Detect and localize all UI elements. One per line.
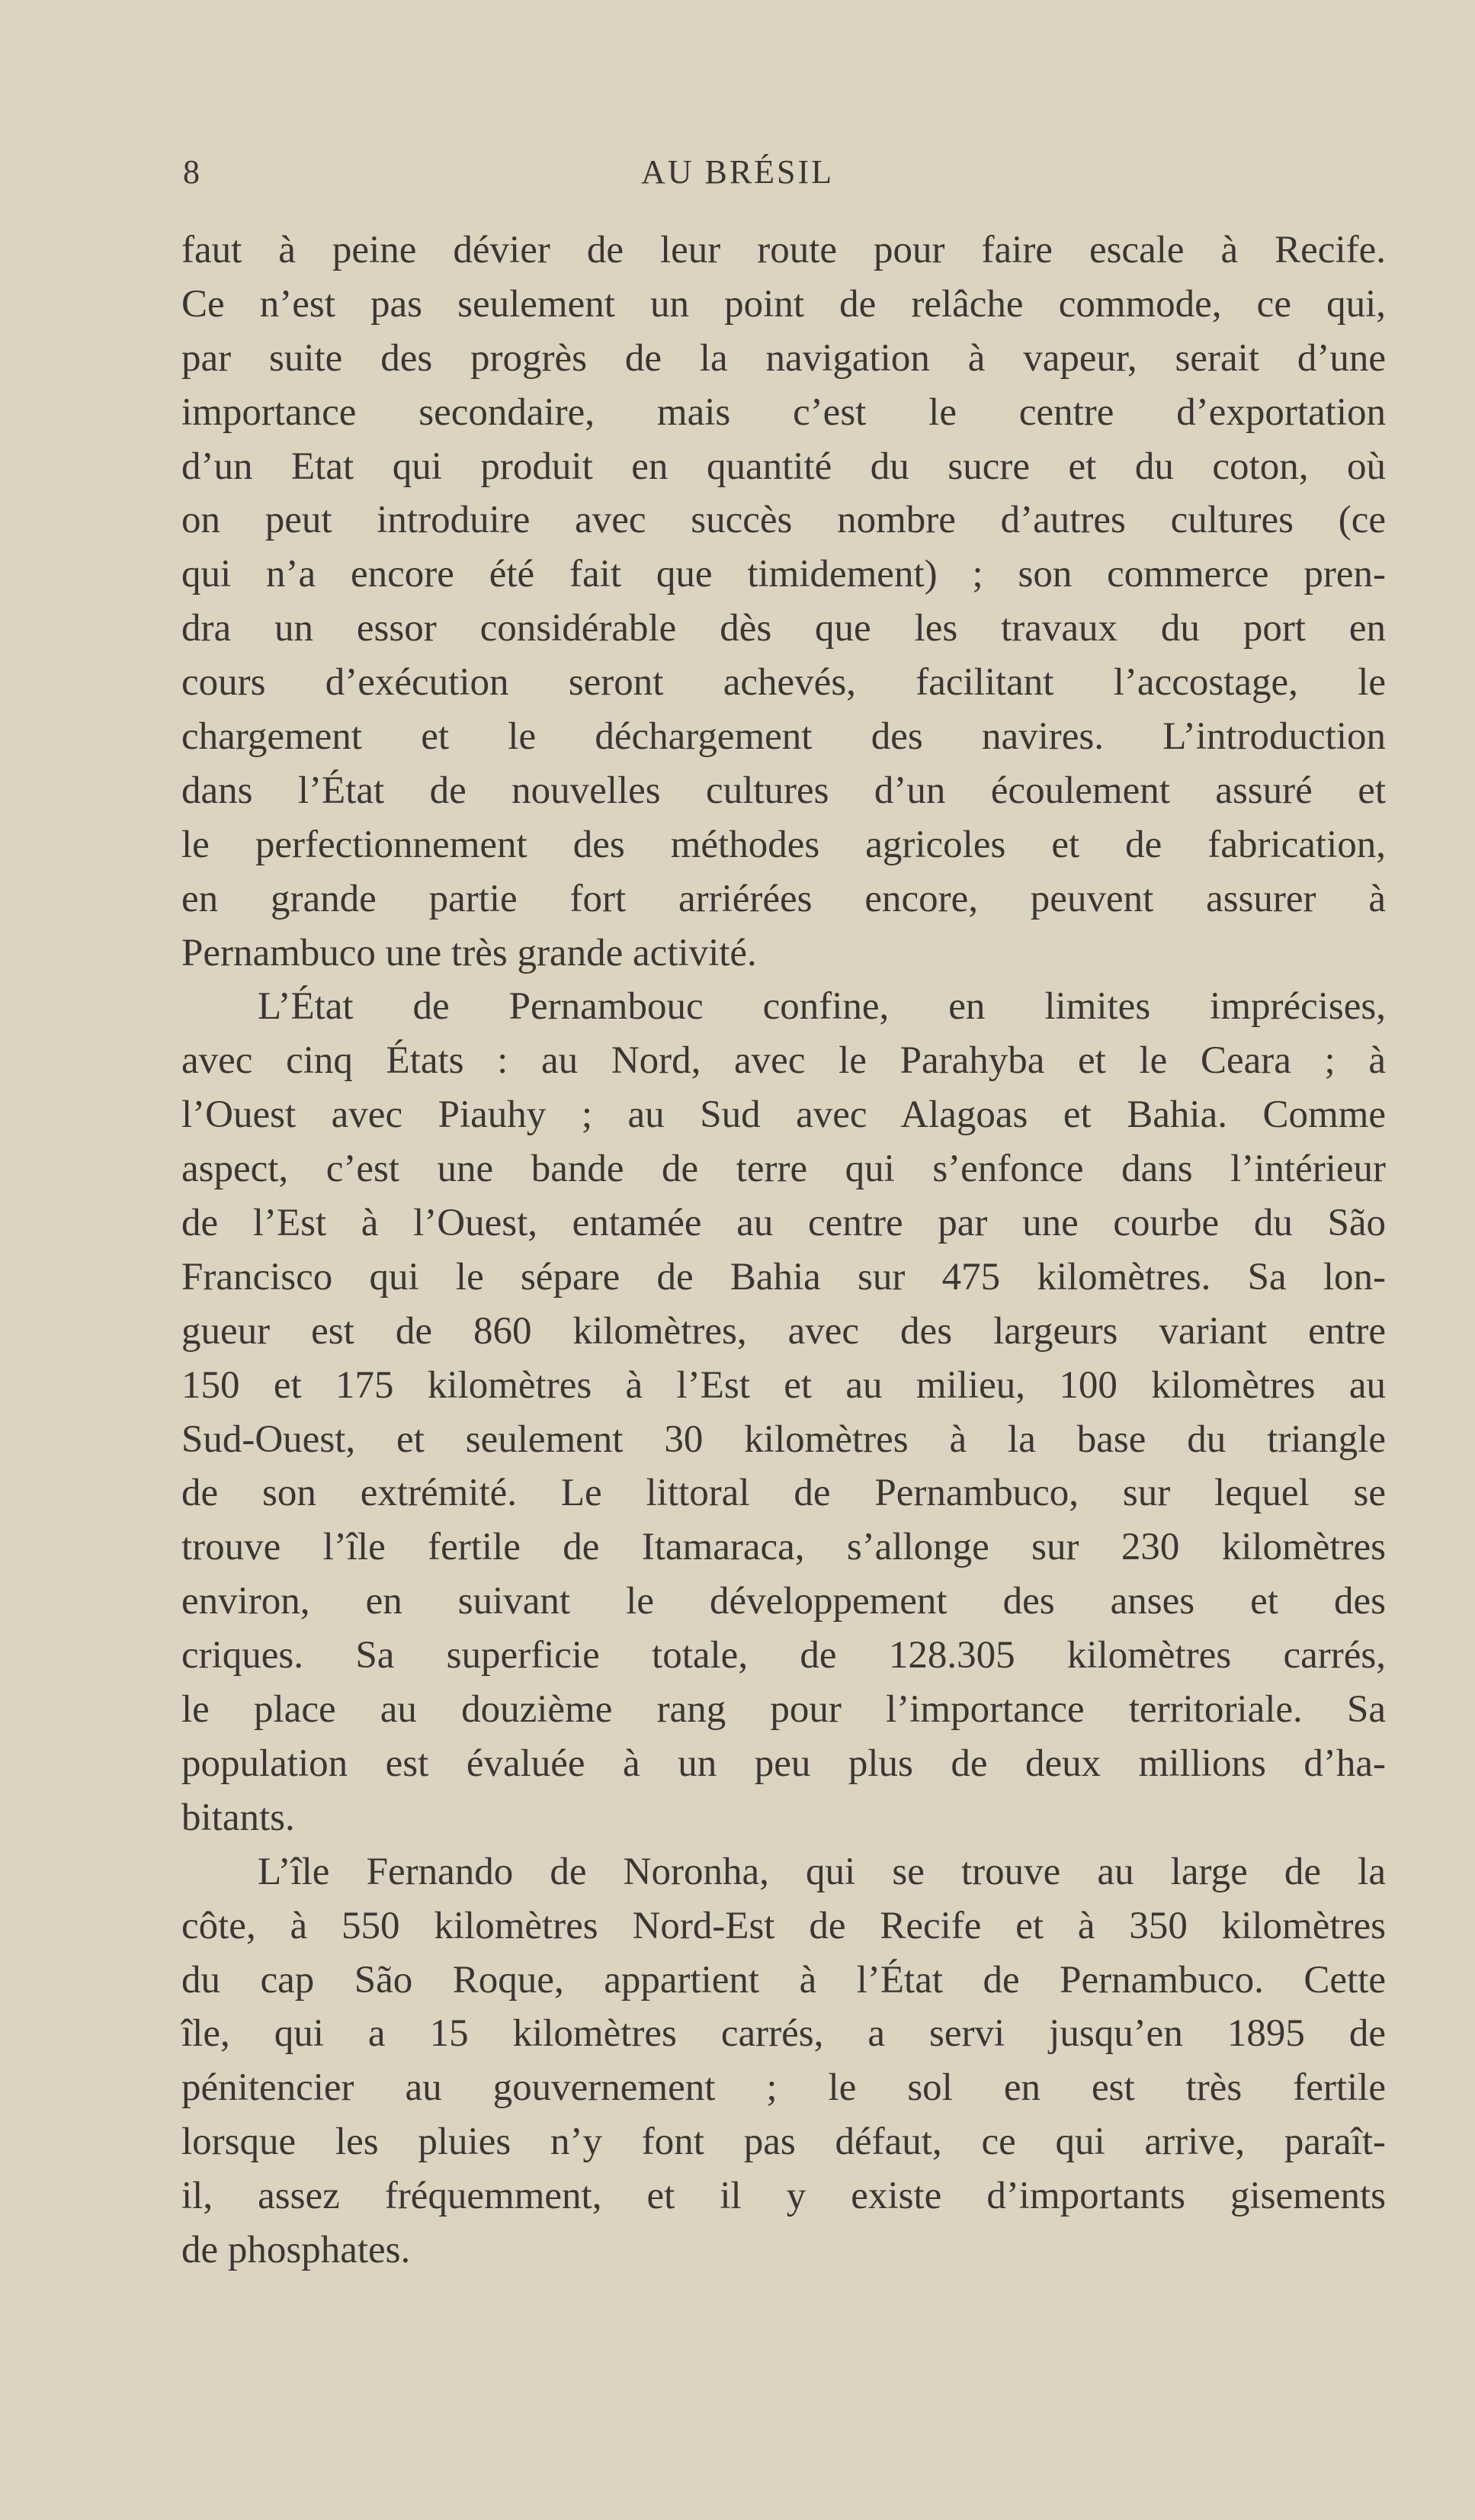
text-line-content: dans l’État de nouvelles cultures d’un écoulement assuré et	[181, 769, 1386, 812]
text-line-content: L’île Fernando de Noronha, qui se trouve au large de la	[258, 1850, 1386, 1893]
text-line	[181, 2119, 1386, 2173]
text-line-content: par suite des progrès de la navigation à vapeur, serait d’une	[181, 336, 1386, 380]
text-line-content: qui n’a encore été fait que timidement) ; son commerce pren-	[181, 553, 1386, 596]
text-line	[181, 768, 1386, 822]
text-line-content: île, qui a 15 kilomètres carrés, a servi jusqu’en 1895 de	[181, 2012, 1386, 2056]
text-line-content: trouve l’île fertile de Itamaraca, s’allonge sur 230 kilomètres	[181, 1526, 1386, 1569]
text-line-content: de son extrémité. Le littoral de Pernambuco, sur lequel se	[181, 1472, 1386, 1515]
text-line	[181, 1903, 1386, 1957]
text-line-content: on peut introduire avec succès nombre d’autres cultures (ce	[181, 499, 1386, 542]
text-line	[181, 1417, 1386, 1471]
text-line	[181, 2227, 1386, 2281]
text-line-content: criques. Sa superficie totale, de 128.305 kilomètres carrés,	[181, 1634, 1386, 1677]
text-line-content: bitants.	[181, 1796, 295, 1839]
text-line-content: Francisco qui le sépare de Bahia sur 475 kilomètres. Sa lon-	[181, 1255, 1386, 1299]
text-line	[181, 281, 1386, 335]
text-line-content: chargement et le déchargement des navires. L’introduction	[181, 715, 1386, 759]
text-line-content: faut à peine dévier de leur route pour faire escale à Recife.	[181, 229, 1386, 271]
running-title: AU BRÉSIL	[640, 153, 835, 191]
text-line-content: en grande partie fort arriérées encore, peuvent assurer à	[181, 877, 1386, 920]
text-line-content: de l’Est à l’Ouest, entamée au centre par une courbe du São	[181, 1202, 1386, 1245]
text-line-content: L’État de Pernambouc confine, en limites imprécises,	[258, 985, 1386, 1029]
text-line-content: d’un Etat qui produit en quantité du sucre et du coton, où	[181, 445, 1386, 488]
text-line	[181, 605, 1386, 660]
text-line-content: population est évaluée à un peu plus de deux millions d’ha-	[181, 1742, 1386, 1785]
text-line	[181, 660, 1386, 714]
text-line-content: Sud-Ouest, et seulement 30 kilomètres à la base du triangle	[181, 1417, 1386, 1461]
text-line-content: environ, en suivant le développement des anses et des	[181, 1580, 1386, 1623]
text-line-content: cours d’exécution seront achevés, facilitant l’accostage, le	[181, 661, 1386, 705]
text-line	[181, 1957, 1386, 2011]
text-line-content: le place au douzième rang pour l’importance territoriale. Sa	[181, 1688, 1386, 1732]
text-line	[181, 2011, 1386, 2065]
text-line-content: pénitencier au gouvernement ; le sol en est très fertile	[181, 2066, 1386, 2110]
text-line-content: côte, à 550 kilomètres Nord-Est de Recife et à 350 kilomètres	[181, 1904, 1386, 1947]
text-line	[181, 1795, 1386, 1849]
text-line-content: Ce n’est pas seulement un point de relâche commode, ce qui,	[181, 282, 1386, 326]
text-line	[181, 876, 1386, 930]
text-line	[181, 1741, 1386, 1795]
text-line-content: Pernambuco une très grande activité.	[181, 931, 757, 974]
text-line	[181, 1200, 1386, 1254]
text-line	[181, 1308, 1386, 1363]
text-line	[181, 1092, 1386, 1146]
text-line-content: avec cinq États : au Nord, avec le Parahyba et le Ceara ; à	[181, 1039, 1386, 1083]
text-line-content: le perfectionnement des méthodes agricoles et de fabrication,	[181, 823, 1386, 866]
text-line	[181, 1038, 1386, 1092]
text-line	[181, 1470, 1386, 1524]
body-text	[181, 227, 1386, 2281]
text-line	[181, 1363, 1386, 1417]
text-line-content: lorsque les pluies n’y font pas défaut, ce qui arrive, paraît-	[181, 2120, 1386, 2164]
text-line-content: 150 et 175 kilomètres à l’Est et au milieu, 100 kilomètres au	[181, 1363, 1386, 1407]
text-line	[181, 1146, 1386, 1200]
text-line-content: du cap São Roque, appartient à l’État de Pernambuco. Cette	[181, 1958, 1386, 2002]
text-line-content: l’Ouest avec Piauhy ; au Sud avec Alagoas et Bahia. Comme	[181, 1093, 1386, 1137]
text-line	[181, 930, 1386, 984]
text-line	[181, 1632, 1386, 1687]
text-line	[181, 984, 1386, 1038]
text-line	[181, 335, 1386, 390]
text-line	[181, 714, 1386, 768]
page-number: 8	[183, 153, 202, 191]
text-line	[181, 497, 1386, 551]
text-line	[181, 1849, 1386, 1903]
text-line-content: aspect, c’est une bande de terre qui s’enfonce dans l’intérieur	[181, 1148, 1386, 1191]
text-line-content: importance secondaire, mais c’est le centre d’exportation	[181, 390, 1386, 434]
text-line	[181, 1578, 1386, 1632]
text-line	[181, 2173, 1386, 2227]
text-line	[181, 1687, 1386, 1741]
text-line-content: dra un essor considérable dès que les travaux du port en	[181, 607, 1386, 650]
text-line	[181, 1524, 1386, 1578]
text-line	[181, 551, 1386, 605]
text-line-content: gueur est de 860 kilomètres, avec des largeurs variant entre	[181, 1309, 1386, 1353]
text-line	[181, 1254, 1386, 1308]
text-line	[181, 444, 1386, 498]
text-line	[181, 390, 1386, 444]
text-line-content: de phosphates.	[181, 2228, 411, 2271]
text-line-content: il, assez fréquemment, et il y existe d’importants gisements	[181, 2175, 1386, 2218]
text-line	[181, 822, 1386, 876]
text-line	[181, 227, 1386, 281]
text-line	[181, 2065, 1386, 2119]
